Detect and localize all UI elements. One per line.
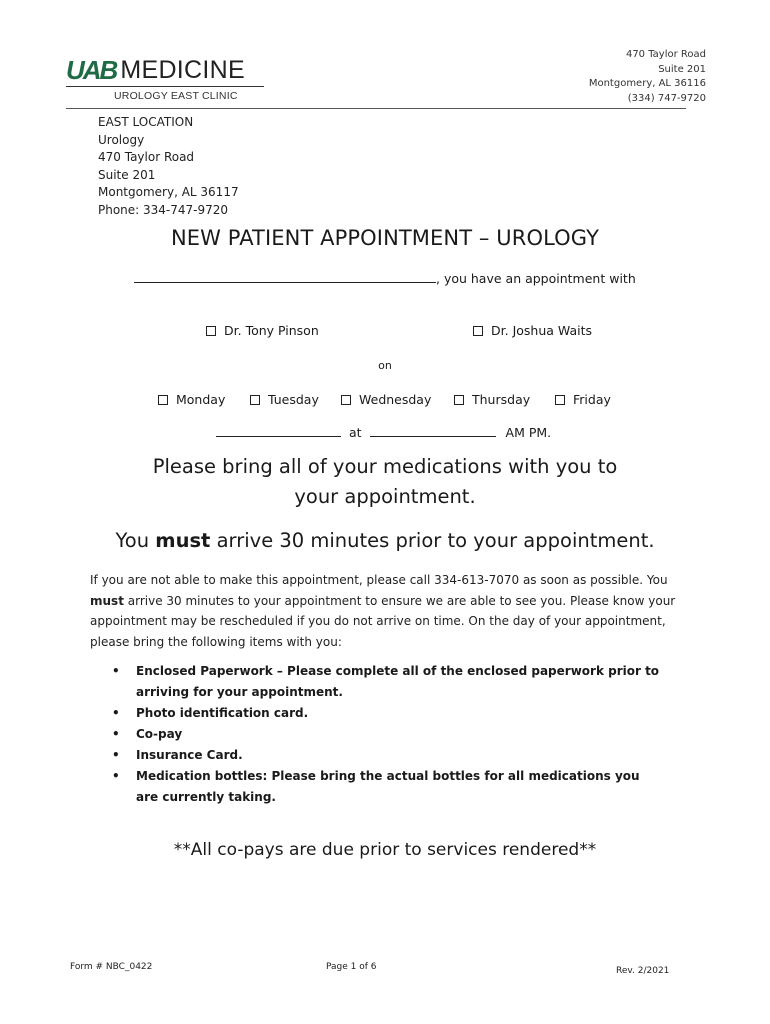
items-list bbox=[106, 661, 706, 808]
checkbox[interactable] bbox=[473, 326, 483, 336]
revision-date: Rev. 2/2021 bbox=[616, 966, 670, 976]
page-number: Page 1 of 6 bbox=[326, 962, 377, 972]
am-pm-text: AM PM. bbox=[505, 425, 552, 440]
address-phone: (334) 747-9720 bbox=[627, 92, 706, 104]
patient-name-field[interactable] bbox=[134, 270, 436, 283]
arrive-emphasis: must bbox=[155, 529, 211, 552]
day-option-monday[interactable] bbox=[158, 392, 225, 407]
arrive-text: You bbox=[115, 529, 156, 552]
logo-subtitle: UROLOGY EAST CLINIC bbox=[114, 90, 238, 102]
logo-divider bbox=[66, 86, 264, 87]
checkbox[interactable] bbox=[158, 395, 168, 405]
day-option-wednesday[interactable] bbox=[341, 392, 431, 407]
instructions-paragraph bbox=[90, 570, 690, 652]
date-field[interactable] bbox=[216, 424, 341, 437]
day-label: Monday bbox=[176, 392, 226, 407]
day-option-friday[interactable] bbox=[555, 392, 611, 407]
patient-name-line bbox=[134, 270, 636, 286]
logo-mark: UAB bbox=[66, 55, 117, 85]
list-item: • Co-pay bbox=[106, 724, 706, 745]
location-block bbox=[98, 114, 239, 219]
date-time-line bbox=[216, 424, 551, 440]
form-number: Form # NBC_0422 bbox=[70, 962, 153, 972]
logo-name: MEDICINE bbox=[120, 56, 245, 84]
doctor-option-waits[interactable] bbox=[473, 323, 592, 338]
day-label: Friday bbox=[573, 392, 611, 407]
checkbox[interactable] bbox=[250, 395, 260, 405]
address-line: Suite 201 bbox=[658, 63, 706, 75]
day-option-tuesday[interactable] bbox=[250, 392, 319, 407]
address-line: Montgomery, AL 36116 bbox=[588, 78, 706, 89]
day-label: Tuesday bbox=[268, 392, 319, 407]
location-line: EAST LOCATION bbox=[98, 115, 194, 129]
day-label: Thursday bbox=[472, 392, 531, 407]
day-label: Wednesday bbox=[359, 392, 432, 407]
checkbox[interactable] bbox=[555, 395, 565, 405]
on-text: on bbox=[378, 359, 392, 372]
paragraph-text: arrive 30 minutes to your appointment to ensure we are able to see you. Please know your appointment may be rescheduled if you do not arrive on time. On the day of your appointment, please bring the following items with you: bbox=[90, 593, 676, 649]
checkbox[interactable] bbox=[454, 395, 464, 405]
appointment-with-text: , you have an appointment with bbox=[436, 271, 636, 286]
copays-notice: **All co-pays are due prior to services rendered** bbox=[173, 840, 597, 860]
location-line: 470 Taylor Road bbox=[98, 150, 195, 164]
paragraph-emphasis: must bbox=[90, 593, 124, 608]
header-divider bbox=[66, 108, 686, 109]
day-option-thursday[interactable] bbox=[454, 392, 530, 407]
time-field[interactable] bbox=[370, 424, 496, 437]
arrive-notice bbox=[0, 529, 770, 552]
checkbox[interactable] bbox=[206, 326, 216, 336]
uab-medicine-logo bbox=[66, 54, 266, 104]
medications-notice: Please bring all of your medications with you to your appointment. bbox=[152, 455, 618, 508]
list-item: • Medication bottles: Please bring the actual bottles for all medications you are currently taking. bbox=[106, 766, 656, 808]
clinic-address bbox=[589, 48, 706, 106]
location-line: Montgomery, AL 36117 bbox=[98, 185, 239, 199]
location-phone: Phone: 334-747-9720 bbox=[98, 202, 229, 217]
location-line: Suite 201 bbox=[98, 167, 156, 182]
page-title: NEW PATIENT APPOINTMENT – UROLOGY bbox=[170, 226, 600, 250]
doctor-label: Dr. Tony Pinson bbox=[224, 323, 319, 338]
list-item: • Insurance Card. bbox=[106, 745, 706, 766]
address-line: 470 Taylor Road bbox=[625, 49, 706, 60]
list-item: • Photo identification card. bbox=[106, 703, 706, 724]
arrive-text: arrive 30 minutes prior to your appointment. bbox=[210, 529, 655, 552]
checkbox[interactable] bbox=[341, 395, 351, 405]
doctor-option-pinson[interactable] bbox=[206, 323, 319, 338]
list-item: • Enclosed Paperwork – Please complete all of the enclosed paperwork prior to arriving for your appointment. bbox=[106, 661, 676, 703]
paragraph-text: If you are not able to make this appointment, please call 334-613-7070 as soon as possible. You bbox=[90, 573, 668, 587]
location-line: Urology bbox=[98, 132, 145, 147]
doctor-label: Dr. Joshua Waits bbox=[491, 323, 592, 338]
at-text: at bbox=[348, 425, 362, 440]
